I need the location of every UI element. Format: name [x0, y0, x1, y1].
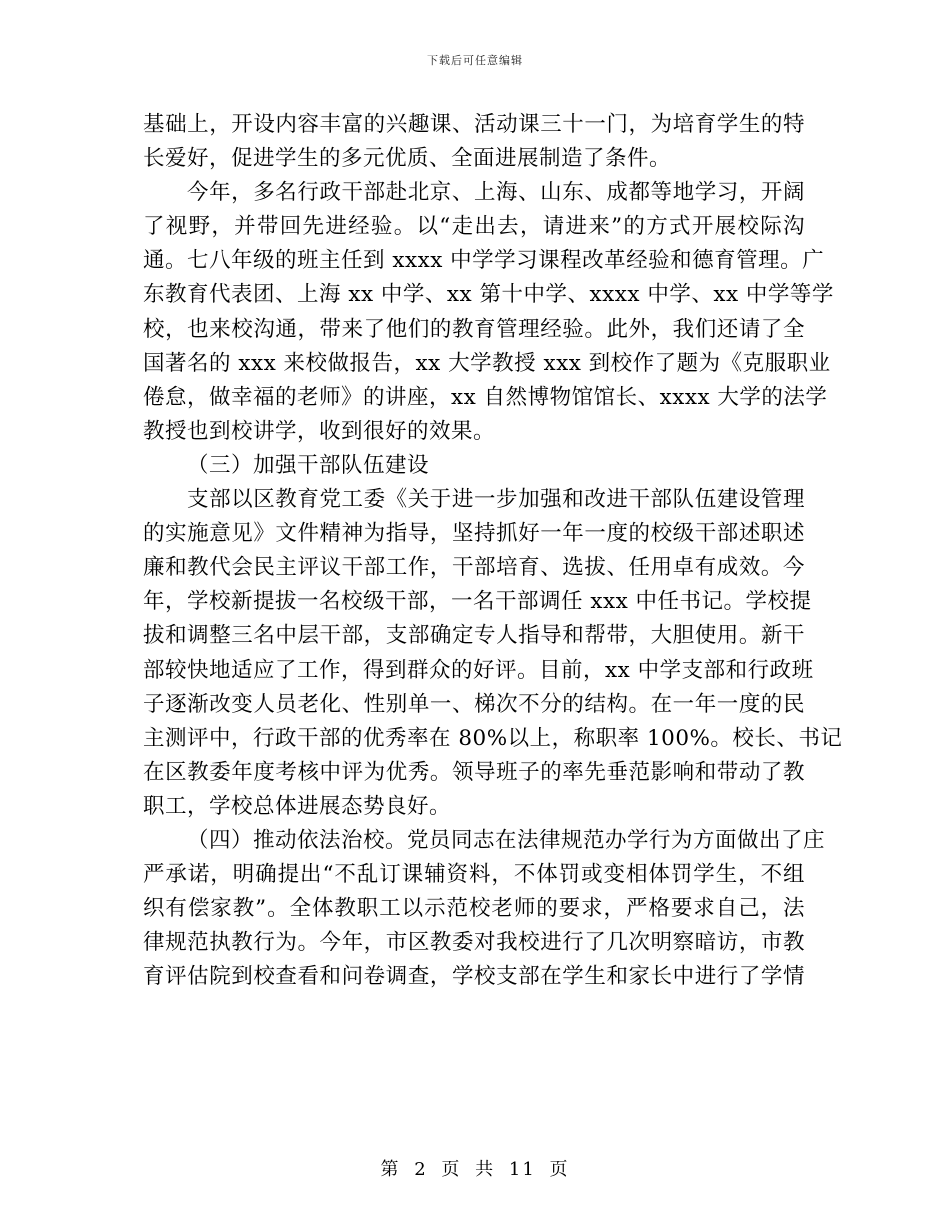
body-line: 拔和调整三名中层干部，支部确定专人指导和帮带，大胆使用。新干 — [143, 623, 805, 649]
body-line: 职工，学校总体进展态势良好。 — [143, 793, 452, 819]
section-heading: （三）加强干部队伍建设 — [187, 452, 430, 478]
body-line: 今年，多名行政干部赴北京、上海、山东、成都等地学习，开阔 — [187, 180, 805, 206]
body-line: 育评估院到校查看和问卷调查，学校支部在学生和家长中进行了学情 — [143, 964, 805, 990]
body-line: 织有偿家教”。全体教职工以示范校老师的要求，严格要求自己，法 — [143, 896, 805, 922]
page-header: 下载后可任意编辑 — [427, 54, 523, 67]
body-line: 律规范执教行为。今年，市区教委对我校进行了几次明察暗访，市教 — [143, 930, 805, 956]
body-line: 通。七八年级的班主任到 xxxx 中学学习课程改革经验和德育管理。广 — [143, 248, 825, 274]
body-line: （四）推动依法治校。党员同志在法律规范办学行为方面做出了庄 — [187, 827, 826, 853]
body-line: 基础上，开设内容丰富的兴趣课、活动课三十一门，为培育学生的特 — [143, 112, 805, 137]
body-line: 了视野，并带回先进经验。以“走出去，请进来”的方式开展校际沟 — [143, 214, 805, 240]
total-suffix: 页 — [549, 1159, 570, 1180]
page-number: 2 — [414, 1159, 428, 1180]
body-line: 校，也来校沟通，带来了他们的教育管理经验。此外，我们还请了全 — [143, 316, 805, 342]
body-line: 倦怠，做幸福的老师》的讲座，xx 自然博物馆馆长、xxxx 大学的法学 — [143, 384, 828, 410]
body-line: 主测评中，行政干部的优秀率在 80%以上，称职率 100%。校长、书记 — [143, 725, 843, 751]
body-line: 在区教委年度考核中评为优秀。领导班子的率先垂范影响和带动了教 — [143, 759, 805, 785]
body-line: 东教育代表团、上海 xx 中学、xx 第十中学、xxxx 中学、xx 中学等学 — [143, 282, 834, 308]
body-line: 支部以区教育党工委《关于进一步加强和改进干部队伍建设管理 — [187, 487, 805, 513]
body-line: 的实施意见》文件精神为指导，坚持抓好一年一度的校级干部述职述 — [143, 521, 805, 547]
body-line: 廉和教代会民主评议干部工作，干部培育、选拔、任用卓有成效。今 — [143, 555, 805, 581]
total-pages: 11 — [508, 1159, 536, 1180]
total-prefix: 共 — [475, 1159, 496, 1180]
body-line: 年，学校新提拔一名校级干部，一名干部调任 xxx 中任书记。学校提 — [143, 589, 812, 615]
body-line: 教授也到校讲学，收到很好的效果。 — [143, 418, 496, 444]
page-prefix: 第 — [380, 1159, 401, 1180]
page-word: 页 — [441, 1159, 462, 1180]
body-line: 子逐渐改变人员老化、性别单一、梯次不分的结构。在一年一度的民 — [143, 691, 805, 717]
body-line: 长爱好，促进学生的多元优质、全面进展制造了条件。 — [143, 146, 672, 172]
document-body — [143, 108, 843, 994]
page-footer — [0, 1155, 950, 1181]
body-line: 严承诺，明确提出“不乱订课辅资料，不体罚或变相体罚学生，不组 — [143, 862, 805, 888]
body-line: 部较快地适应了工作，得到群众的好评。目前，xx 中学支部和行政班 — [143, 657, 814, 683]
body-line: 国著名的 xxx 来校做报告，xx 大学教授 xxx 到校作了题为《克服职业 — [143, 350, 831, 376]
